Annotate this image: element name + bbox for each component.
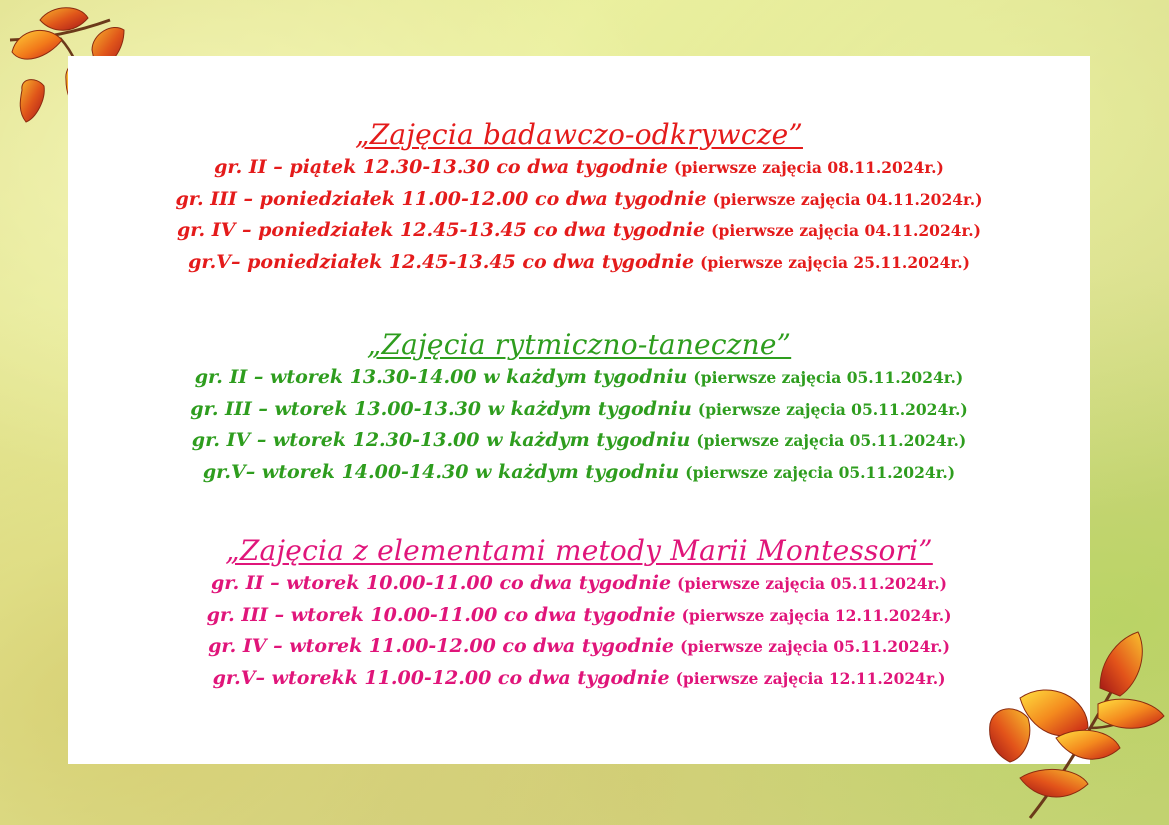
section-research bbox=[68, 118, 1090, 278]
section-title: „Zajęcia badawczo-odkrywcze” bbox=[355, 118, 803, 151]
schedule-line: gr.V– wtorek 14.00-14.30 w każdym tygodniu (pierwsze zajęcia 05.11.2024r.) bbox=[202, 460, 956, 483]
schedule-line: gr. II – wtorek 10.00-11.00 co dwa tygodnie (pierwsze zajęcia 05.11.2024r.) bbox=[211, 572, 947, 594]
section-title: „Zajęcia z elementami metody Marii Montessori” bbox=[225, 534, 933, 567]
schedule-line: gr. II – piątek 12.30-13.30 co dwa tygodnie (pierwsze zajęcia 08.11.2024r.) bbox=[214, 156, 944, 178]
schedule-line: gr. III – wtorek 10.00-11.00 co dwa tygodnie (pierwsze zajęcia 12.11.2024r.) bbox=[206, 603, 952, 626]
schedule-line: gr. IV – poniedziałek 12.45-13.45 co dwa tygodnie (pierwsze zajęcia 04.11.2024r.) bbox=[177, 219, 981, 241]
section-montessori bbox=[68, 534, 1090, 694]
section-title: „Zajęcia rytmiczno-taneczne” bbox=[366, 328, 792, 361]
schedule-line: gr. III – poniedziałek 11.00-12.00 co dwa tygodnie (pierwsze zajęcia 04.11.2024r.) bbox=[175, 187, 983, 210]
schedule-line: gr. II – wtorek 13.30-14.00 w każdym tygodniu (pierwsze zajęcia 05.11.2024r.) bbox=[194, 366, 964, 388]
schedule-card bbox=[68, 56, 1090, 764]
schedule-line: gr. IV – wtorek 12.30-13.00 w każdym tygodniu (pierwsze zajęcia 05.11.2024r.) bbox=[191, 429, 967, 451]
schedule-line: gr. III – wtorek 13.00-13.30 w każdym tygodniu (pierwsze zajęcia 05.11.2024r.) bbox=[190, 397, 968, 420]
schedule-line: gr.V– wtorekk 11.00-12.00 co dwa tygodnie (pierwsze zajęcia 12.11.2024r.) bbox=[212, 666, 946, 689]
schedule-line: gr.V– poniedziałek 12.45-13.45 co dwa tygodnie (pierwsze zajęcia 25.11.2024r.) bbox=[188, 250, 970, 273]
schedule-line: gr. IV – wtorek 11.00-12.00 co dwa tygodnie (pierwsze zajęcia 05.11.2024r.) bbox=[208, 635, 950, 657]
section-rhythm-dance bbox=[68, 328, 1090, 488]
